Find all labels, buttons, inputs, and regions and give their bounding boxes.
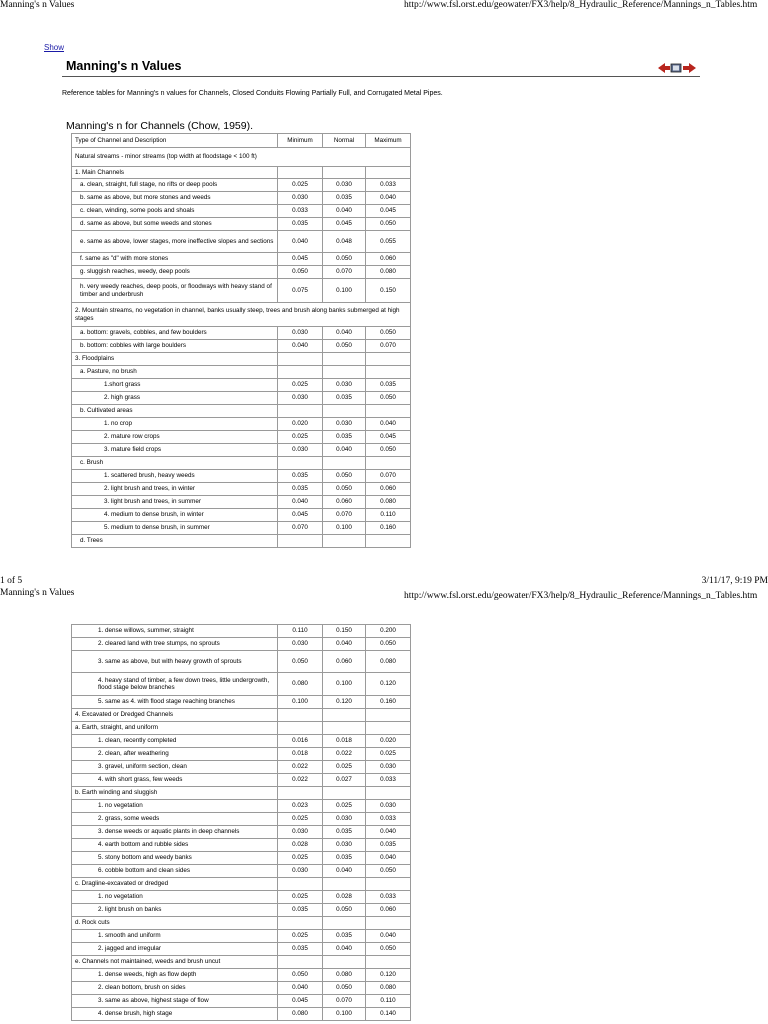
table-row bbox=[72, 638, 411, 651]
maximum-value: 0.040 bbox=[366, 418, 411, 431]
column-header-normal: Normal bbox=[323, 134, 366, 148]
row-description: b. Earth winding and sluggish bbox=[72, 787, 278, 800]
normal-value bbox=[323, 722, 366, 735]
maximum-value: 0.050 bbox=[366, 444, 411, 457]
minimum-value: 0.080 bbox=[278, 1008, 323, 1021]
maximum-value: 0.050 bbox=[366, 327, 411, 340]
minimum-value: 0.030 bbox=[278, 826, 323, 839]
minimum-value: 0.035 bbox=[278, 904, 323, 917]
table-row bbox=[72, 179, 411, 192]
minimum-value: 0.025 bbox=[278, 852, 323, 865]
normal-value bbox=[323, 709, 366, 722]
row-description: b. bottom: cobbles with large boulders bbox=[72, 340, 278, 353]
maximum-value bbox=[366, 353, 411, 366]
normal-value: 0.035 bbox=[323, 930, 366, 943]
table-row bbox=[72, 522, 411, 535]
normal-value bbox=[323, 405, 366, 418]
table-row bbox=[72, 353, 411, 366]
row-description: 3. dense weeds or aquatic plants in deep channels bbox=[72, 826, 278, 839]
maximum-value: 0.050 bbox=[366, 638, 411, 651]
row-description: f. same as "d" with more stones bbox=[72, 253, 278, 266]
normal-value: 0.035 bbox=[323, 826, 366, 839]
normal-value: 0.040 bbox=[323, 327, 366, 340]
minimum-value: 0.025 bbox=[278, 179, 323, 192]
row-description: 2. light brush and trees, in winter bbox=[72, 483, 278, 496]
table-row bbox=[72, 431, 411, 444]
maximum-value: 0.050 bbox=[366, 943, 411, 956]
normal-value: 0.040 bbox=[323, 943, 366, 956]
row-description: e. same as above, lower stages, more ineffective slopes and sections bbox=[72, 231, 278, 253]
row-description: 4. medium to dense brush, in winter bbox=[72, 509, 278, 522]
normal-value: 0.100 bbox=[323, 673, 366, 696]
row-description: 2. mature row crops bbox=[72, 431, 278, 444]
table-row bbox=[72, 865, 411, 878]
maximum-value: 0.033 bbox=[366, 179, 411, 192]
table-row bbox=[72, 457, 411, 470]
page-number: 1 of 5 bbox=[0, 576, 23, 586]
maximum-value: 0.025 bbox=[366, 748, 411, 761]
maximum-value: 0.080 bbox=[366, 266, 411, 279]
row-description: e. Channels not maintained, weeds and brush uncut bbox=[72, 956, 278, 969]
maximum-value: 0.040 bbox=[366, 930, 411, 943]
normal-value: 0.027 bbox=[323, 774, 366, 787]
table-row bbox=[72, 1008, 411, 1021]
maximum-value: 0.030 bbox=[366, 800, 411, 813]
print-header-url: http://www.fsl.orst.edu/geowater/FX3/help/8_Hydraulic_Reference/Mannings_n_Tables.htm bbox=[404, 0, 758, 10]
minimum-value: 0.035 bbox=[278, 943, 323, 956]
minimum-value: 0.100 bbox=[278, 696, 323, 709]
table-row bbox=[72, 852, 411, 865]
normal-value: 0.045 bbox=[323, 218, 366, 231]
minimum-value bbox=[278, 956, 323, 969]
maximum-value: 0.120 bbox=[366, 969, 411, 982]
row-description: 1.short grass bbox=[72, 379, 278, 392]
maximum-value: 0.140 bbox=[366, 1008, 411, 1021]
row-description: 2. clean bottom, brush on sides bbox=[72, 982, 278, 995]
maximum-value: 0.055 bbox=[366, 231, 411, 253]
normal-value bbox=[323, 878, 366, 891]
maximum-value: 0.040 bbox=[366, 192, 411, 205]
minimum-value: 0.045 bbox=[278, 509, 323, 522]
normal-value: 0.035 bbox=[323, 852, 366, 865]
minimum-value: 0.080 bbox=[278, 673, 323, 696]
maximum-value bbox=[366, 956, 411, 969]
row-description: 4. with short grass, few weeds bbox=[72, 774, 278, 787]
table-row bbox=[72, 826, 411, 839]
table-row bbox=[72, 366, 411, 379]
normal-value: 0.028 bbox=[323, 891, 366, 904]
minimum-value: 0.035 bbox=[278, 470, 323, 483]
minimum-value: 0.028 bbox=[278, 839, 323, 852]
row-description: 3. Floodplains bbox=[72, 353, 278, 366]
table-row bbox=[72, 496, 411, 509]
minimum-value bbox=[278, 457, 323, 470]
table-row bbox=[72, 405, 411, 418]
normal-value: 0.030 bbox=[323, 179, 366, 192]
minimum-value: 0.033 bbox=[278, 205, 323, 218]
maximum-value: 0.160 bbox=[366, 522, 411, 535]
minimum-value bbox=[278, 167, 323, 179]
row-description: 1. dense weeds, high as flow depth bbox=[72, 969, 278, 982]
table-row bbox=[72, 891, 411, 904]
row-description: 5. stony bottom and weedy banks bbox=[72, 852, 278, 865]
maximum-value: 0.050 bbox=[366, 392, 411, 405]
row-description: c. Brush bbox=[72, 457, 278, 470]
maximum-value: 0.030 bbox=[366, 761, 411, 774]
normal-value: 0.035 bbox=[323, 431, 366, 444]
nav-arrows-icon[interactable] bbox=[658, 62, 696, 74]
maximum-value: 0.033 bbox=[366, 891, 411, 904]
row-description: 2. high grass bbox=[72, 392, 278, 405]
table-row bbox=[72, 969, 411, 982]
minimum-value bbox=[278, 722, 323, 735]
row-description: 2. cleared land with tree stumps, no sprouts bbox=[72, 638, 278, 651]
table-row bbox=[72, 535, 411, 548]
normal-value bbox=[323, 956, 366, 969]
table-row bbox=[72, 813, 411, 826]
minimum-value: 0.020 bbox=[278, 418, 323, 431]
maximum-value: 0.035 bbox=[366, 379, 411, 392]
normal-value: 0.120 bbox=[323, 696, 366, 709]
column-header-description: Type of Channel and Description bbox=[72, 134, 278, 148]
normal-value: 0.030 bbox=[323, 418, 366, 431]
maximum-value bbox=[366, 917, 411, 930]
minimum-value: 0.025 bbox=[278, 930, 323, 943]
normal-value: 0.100 bbox=[323, 522, 366, 535]
table-row bbox=[72, 839, 411, 852]
print-header-url-page2: http://www.fsl.orst.edu/geowater/FX3/help/8_Hydraulic_Reference/Mannings_n_Tables.htm bbox=[404, 591, 758, 601]
maximum-value: 0.070 bbox=[366, 470, 411, 483]
page-title: Manning's n Values bbox=[66, 59, 182, 73]
row-description: a. bottom: gravels, cobbles, and few boulders bbox=[72, 327, 278, 340]
normal-value: 0.040 bbox=[323, 444, 366, 457]
normal-value: 0.030 bbox=[323, 839, 366, 852]
table-row bbox=[72, 483, 411, 496]
normal-value bbox=[323, 353, 366, 366]
row-description: 1. no crop bbox=[72, 418, 278, 431]
minimum-value: 0.045 bbox=[278, 995, 323, 1008]
minimum-value: 0.110 bbox=[278, 625, 323, 638]
table-row bbox=[72, 303, 411, 327]
minimum-value: 0.035 bbox=[278, 483, 323, 496]
minimum-value: 0.023 bbox=[278, 800, 323, 813]
minimum-value: 0.025 bbox=[278, 379, 323, 392]
minimum-value: 0.016 bbox=[278, 735, 323, 748]
normal-value: 0.050 bbox=[323, 340, 366, 353]
maximum-value bbox=[366, 405, 411, 418]
normal-value: 0.070 bbox=[323, 995, 366, 1008]
table-row bbox=[72, 995, 411, 1008]
minimum-value: 0.040 bbox=[278, 982, 323, 995]
row-description: 2. Mountain streams, no vegetation in channel, banks usually steep, trees and brush along banks submerged at high stages bbox=[72, 303, 411, 327]
maximum-value: 0.160 bbox=[366, 696, 411, 709]
table-header-row bbox=[72, 134, 411, 148]
table-row bbox=[72, 253, 411, 266]
minimum-value: 0.045 bbox=[278, 253, 323, 266]
normal-value: 0.150 bbox=[323, 625, 366, 638]
normal-value: 0.050 bbox=[323, 483, 366, 496]
minimum-value: 0.022 bbox=[278, 761, 323, 774]
normal-value: 0.070 bbox=[323, 509, 366, 522]
normal-value: 0.080 bbox=[323, 969, 366, 982]
minimum-value: 0.040 bbox=[278, 496, 323, 509]
normal-value: 0.040 bbox=[323, 205, 366, 218]
minimum-value: 0.022 bbox=[278, 774, 323, 787]
table-row bbox=[72, 340, 411, 353]
normal-value bbox=[323, 787, 366, 800]
minimum-value: 0.018 bbox=[278, 748, 323, 761]
row-description: 2. light brush on banks bbox=[72, 904, 278, 917]
normal-value: 0.025 bbox=[323, 761, 366, 774]
minimum-value: 0.025 bbox=[278, 431, 323, 444]
table-row bbox=[72, 231, 411, 253]
maximum-value: 0.080 bbox=[366, 982, 411, 995]
row-description: 1. Main Channels bbox=[72, 167, 278, 179]
table-row bbox=[72, 673, 411, 696]
table-row bbox=[72, 651, 411, 673]
minimum-value: 0.030 bbox=[278, 638, 323, 651]
normal-value: 0.060 bbox=[323, 651, 366, 673]
normal-value bbox=[323, 457, 366, 470]
minimum-value bbox=[278, 366, 323, 379]
normal-value: 0.050 bbox=[323, 904, 366, 917]
channels-table-part2 bbox=[71, 624, 411, 1021]
minimum-value: 0.050 bbox=[278, 969, 323, 982]
table-row bbox=[72, 696, 411, 709]
title-divider bbox=[62, 76, 700, 77]
normal-value: 0.050 bbox=[323, 982, 366, 995]
maximum-value: 0.060 bbox=[366, 483, 411, 496]
maximum-value: 0.035 bbox=[366, 839, 411, 852]
row-description: 3. light brush and trees, in summer bbox=[72, 496, 278, 509]
normal-value: 0.022 bbox=[323, 748, 366, 761]
normal-value: 0.050 bbox=[323, 253, 366, 266]
table-row bbox=[72, 917, 411, 930]
row-description: 3. same as above, but with heavy growth of sprouts bbox=[72, 651, 278, 673]
row-description: 5. same as 4. with flood stage reaching branches bbox=[72, 696, 278, 709]
intro-text: Reference tables for Manning's n values for Channels, Closed Conduits Flowing Partially Full, and Corrugated Metal Pipes. bbox=[62, 90, 443, 97]
table-row bbox=[72, 392, 411, 405]
table-row bbox=[72, 148, 411, 167]
row-description: b. Cultivated areas bbox=[72, 405, 278, 418]
maximum-value: 0.050 bbox=[366, 865, 411, 878]
maximum-value bbox=[366, 535, 411, 548]
row-description: Natural streams - minor streams (top width at floodstage < 100 ft) bbox=[72, 148, 411, 167]
table-row bbox=[72, 509, 411, 522]
normal-value: 0.018 bbox=[323, 735, 366, 748]
minimum-value bbox=[278, 917, 323, 930]
table-row bbox=[72, 218, 411, 231]
maximum-value: 0.045 bbox=[366, 431, 411, 444]
row-description: 3. gravel, uniform section, clean bbox=[72, 761, 278, 774]
minimum-value: 0.040 bbox=[278, 231, 323, 253]
normal-value: 0.048 bbox=[323, 231, 366, 253]
row-description: 4. dense brush, high stage bbox=[72, 1008, 278, 1021]
row-description: d. Rock cuts bbox=[72, 917, 278, 930]
row-description: 4. Excavated or Dredged Channels bbox=[72, 709, 278, 722]
minimum-value bbox=[278, 535, 323, 548]
maximum-value bbox=[366, 366, 411, 379]
row-description: d. Trees bbox=[72, 535, 278, 548]
row-description: b. same as above, but more stones and weeds bbox=[72, 192, 278, 205]
normal-value bbox=[323, 535, 366, 548]
minimum-value: 0.040 bbox=[278, 340, 323, 353]
minimum-value: 0.075 bbox=[278, 279, 323, 303]
minimum-value bbox=[278, 405, 323, 418]
maximum-value bbox=[366, 457, 411, 470]
minimum-value: 0.030 bbox=[278, 192, 323, 205]
maximum-value bbox=[366, 722, 411, 735]
maximum-value: 0.040 bbox=[366, 852, 411, 865]
table-row bbox=[72, 205, 411, 218]
maximum-value bbox=[366, 787, 411, 800]
maximum-value: 0.033 bbox=[366, 813, 411, 826]
minimum-value bbox=[278, 709, 323, 722]
table-row bbox=[72, 279, 411, 303]
normal-value: 0.030 bbox=[323, 813, 366, 826]
maximum-value: 0.200 bbox=[366, 625, 411, 638]
maximum-value bbox=[366, 709, 411, 722]
row-description: 3. same as above, highest stage of flow bbox=[72, 995, 278, 1008]
minimum-value: 0.030 bbox=[278, 327, 323, 340]
minimum-value: 0.030 bbox=[278, 865, 323, 878]
row-description: 2. clean, after weathering bbox=[72, 748, 278, 761]
table-row bbox=[72, 379, 411, 392]
table-row bbox=[72, 327, 411, 340]
normal-value: 0.025 bbox=[323, 800, 366, 813]
channels-table-part1 bbox=[71, 133, 411, 548]
normal-value: 0.040 bbox=[323, 638, 366, 651]
normal-value bbox=[323, 917, 366, 930]
maximum-value: 0.040 bbox=[366, 826, 411, 839]
maximum-value: 0.150 bbox=[366, 279, 411, 303]
maximum-value bbox=[366, 878, 411, 891]
maximum-value bbox=[366, 167, 411, 179]
minimum-value bbox=[278, 353, 323, 366]
minimum-value: 0.050 bbox=[278, 266, 323, 279]
table-row bbox=[72, 167, 411, 179]
minimum-value: 0.035 bbox=[278, 218, 323, 231]
normal-value: 0.035 bbox=[323, 192, 366, 205]
minimum-value: 0.025 bbox=[278, 813, 323, 826]
maximum-value: 0.080 bbox=[366, 496, 411, 509]
row-description: h. very weedy reaches, deep pools, or floodways with heavy stand of timber and underbrush bbox=[72, 279, 278, 303]
row-description: 1. no vegetation bbox=[72, 891, 278, 904]
column-header-minimum: Minimum bbox=[278, 134, 323, 148]
print-timestamp: 3/11/17, 9:19 PM bbox=[701, 576, 768, 586]
normal-value: 0.060 bbox=[323, 496, 366, 509]
maximum-value: 0.060 bbox=[366, 904, 411, 917]
maximum-value: 0.070 bbox=[366, 340, 411, 353]
row-description: 4. heavy stand of timber, a few down trees, little undergrowth, flood stage below branches bbox=[72, 673, 278, 696]
table-row bbox=[72, 878, 411, 891]
row-description: c. Dragline-excavated or dredged bbox=[72, 878, 278, 891]
table-row bbox=[72, 800, 411, 813]
row-description: 2. jagged and irregular bbox=[72, 943, 278, 956]
row-description: d. same as above, but some weeds and stones bbox=[72, 218, 278, 231]
table-row bbox=[72, 418, 411, 431]
column-header-maximum: Maximum bbox=[366, 134, 411, 148]
table-row bbox=[72, 982, 411, 995]
table-row bbox=[72, 444, 411, 457]
table-caption: Manning's n for Channels (Chow, 1959). bbox=[66, 120, 254, 132]
row-description: g. sluggish reaches, weedy, deep pools bbox=[72, 266, 278, 279]
table-row bbox=[72, 735, 411, 748]
table-row bbox=[72, 956, 411, 969]
minimum-value: 0.025 bbox=[278, 891, 323, 904]
table-row bbox=[72, 774, 411, 787]
table-row bbox=[72, 943, 411, 956]
normal-value bbox=[323, 366, 366, 379]
maximum-value: 0.045 bbox=[366, 205, 411, 218]
table-row bbox=[72, 192, 411, 205]
maximum-value: 0.020 bbox=[366, 735, 411, 748]
row-description: 1. scattered brush, heavy weeds bbox=[72, 470, 278, 483]
row-description: 1. smooth and uniform bbox=[72, 930, 278, 943]
maximum-value: 0.110 bbox=[366, 509, 411, 522]
row-description: 5. medium to dense brush, in summer bbox=[72, 522, 278, 535]
minimum-value bbox=[278, 787, 323, 800]
normal-value: 0.100 bbox=[323, 279, 366, 303]
maximum-value: 0.033 bbox=[366, 774, 411, 787]
maximum-value: 0.110 bbox=[366, 995, 411, 1008]
table-row bbox=[72, 904, 411, 917]
print-header-title: Manning's n Values bbox=[0, 0, 75, 10]
table-row bbox=[72, 709, 411, 722]
print-header-title-page2: Manning's n Values bbox=[0, 588, 75, 598]
normal-value: 0.040 bbox=[323, 865, 366, 878]
table-row bbox=[72, 761, 411, 774]
normal-value: 0.030 bbox=[323, 379, 366, 392]
normal-value bbox=[323, 167, 366, 179]
row-description: a. Earth, straight, and uniform bbox=[72, 722, 278, 735]
minimum-value: 0.030 bbox=[278, 392, 323, 405]
table-row bbox=[72, 266, 411, 279]
row-description: a. Pasture, no brush bbox=[72, 366, 278, 379]
table-row bbox=[72, 470, 411, 483]
table-row bbox=[72, 748, 411, 761]
row-description: 2. grass, some weeds bbox=[72, 813, 278, 826]
normal-value: 0.100 bbox=[323, 1008, 366, 1021]
minimum-value: 0.070 bbox=[278, 522, 323, 535]
maximum-value: 0.120 bbox=[366, 673, 411, 696]
table-row bbox=[72, 625, 411, 638]
maximum-value: 0.050 bbox=[366, 218, 411, 231]
normal-value: 0.035 bbox=[323, 392, 366, 405]
normal-value: 0.050 bbox=[323, 470, 366, 483]
maximum-value: 0.060 bbox=[366, 253, 411, 266]
row-description: 6. cobble bottom and clean sides bbox=[72, 865, 278, 878]
normal-value: 0.070 bbox=[323, 266, 366, 279]
maximum-value: 0.080 bbox=[366, 651, 411, 673]
row-description: a. clean, straight, full stage, no rifts or deep pools bbox=[72, 179, 278, 192]
row-description: c. clean, winding, some pools and shoals bbox=[72, 205, 278, 218]
row-description: 1. dense willows, summer, straight bbox=[72, 625, 278, 638]
minimum-value: 0.050 bbox=[278, 651, 323, 673]
row-description: 3. mature field crops bbox=[72, 444, 278, 457]
row-description: 1. clean, recently completed bbox=[72, 735, 278, 748]
minimum-value bbox=[278, 878, 323, 891]
show-link[interactable]: Show bbox=[44, 43, 65, 52]
table-row bbox=[72, 787, 411, 800]
minimum-value: 0.030 bbox=[278, 444, 323, 457]
row-description: 1. no vegetation bbox=[72, 800, 278, 813]
table-row bbox=[72, 722, 411, 735]
table-row bbox=[72, 930, 411, 943]
row-description: 4. earth bottom and rubble sides bbox=[72, 839, 278, 852]
